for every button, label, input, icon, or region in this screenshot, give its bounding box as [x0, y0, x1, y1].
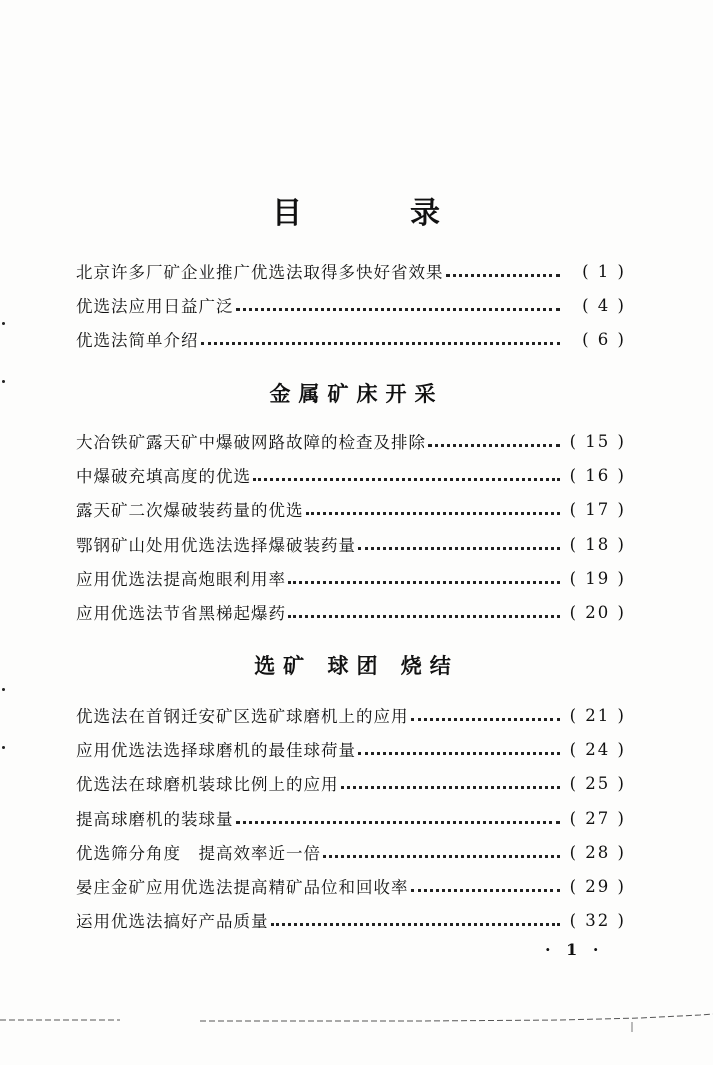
scan-edge-line: [0, 1012, 713, 1032]
leader-dots: [288, 580, 560, 584]
page-number: · 1 ·: [545, 940, 604, 959]
toc-entry[interactable]: [76, 258, 626, 284]
toc-entry-title: 运用优选法搞好产品质量: [76, 912, 269, 931]
toc-entry[interactable]: [76, 462, 626, 488]
leader-dots: [236, 307, 561, 311]
leader-dots: [236, 820, 561, 824]
leader-dots: [411, 888, 561, 892]
leader-dots: [446, 273, 561, 277]
leader-dots: [201, 341, 561, 345]
leader-dots: [306, 511, 561, 515]
toc-entry-title: 鄂钢矿山处用优选法选择爆破装药量: [76, 536, 356, 555]
toc-entry-title: 应用优选法选择球磨机的最佳球荷量: [76, 741, 356, 760]
toc-entry-title: 优选法简单介绍: [76, 331, 199, 350]
section-heading-beneficiation: 选矿 球团 烧结: [254, 654, 459, 678]
toc-entry-page: ( 18 ): [569, 534, 626, 554]
toc-entry-title: 晏庄金矿应用优选法提高精矿品位和回收率: [76, 878, 409, 897]
scan-speck: [2, 322, 5, 325]
toc-entry-title: 优选筛分角度 提高效率近一倍: [76, 844, 321, 863]
page-title-char-1: 目: [272, 196, 302, 231]
leader-dots: [411, 717, 561, 721]
toc-entry[interactable]: [76, 805, 626, 831]
page-title-char-2: 录: [410, 196, 440, 231]
toc-entry[interactable]: [76, 531, 626, 557]
toc-entry-page: ( 27 ): [569, 808, 626, 828]
leader-dots: [358, 546, 560, 550]
toc-entry[interactable]: [76, 292, 626, 318]
toc-entry-page: ( 4 ): [582, 295, 626, 315]
toc-entry[interactable]: [76, 736, 626, 762]
toc-entry-page: ( 17 ): [569, 499, 626, 519]
toc-entry-title: 大冶铁矿露天矿中爆破网路故障的检查及排除: [76, 433, 426, 452]
toc-entry-page: ( 15 ): [569, 431, 626, 451]
toc-entry[interactable]: [76, 565, 626, 591]
toc-entry-title: 优选法应用日益广泛: [76, 297, 234, 316]
toc-entry[interactable]: [76, 496, 626, 522]
toc-entry[interactable]: [76, 873, 626, 899]
toc-entry-page: ( 19 ): [569, 568, 626, 588]
leader-dots: [358, 751, 560, 755]
toc-entry-page: ( 6 ): [582, 329, 626, 349]
section-heading-mining: 金属矿床开采: [269, 382, 444, 406]
scan-speck: [2, 746, 5, 749]
toc-entry-page: ( 25 ): [569, 773, 626, 793]
toc-entry[interactable]: [76, 702, 626, 728]
toc-entry-title: 应用优选法提高炮眼利用率: [76, 570, 286, 589]
toc-entry-page: ( 32 ): [569, 910, 626, 930]
toc-entry-page: ( 20 ): [569, 602, 626, 622]
toc-entry-title: 北京许多厂矿企业推广优选法取得多快好省效果: [76, 263, 444, 282]
toc-entry-title: 中爆破充填高度的优选: [76, 467, 251, 486]
leader-dots: [428, 443, 560, 447]
leader-dots: [341, 785, 561, 789]
scan-speck: [2, 380, 5, 383]
toc-entry-page: ( 1 ): [582, 261, 626, 281]
leader-dots: [271, 922, 561, 926]
page-title: [0, 188, 713, 238]
toc-entry-page: ( 29 ): [569, 876, 626, 896]
toc-entry-page: ( 24 ): [569, 739, 626, 759]
toc-entry[interactable]: [76, 770, 626, 796]
leader-dots: [288, 614, 560, 618]
leader-dots: [323, 854, 560, 858]
toc-entry[interactable]: [76, 599, 626, 625]
toc-entry[interactable]: [76, 428, 626, 454]
toc-entry-page: ( 16 ): [569, 465, 626, 485]
toc-entry[interactable]: [76, 326, 626, 352]
leader-dots: [253, 477, 560, 481]
toc-entry-page: ( 28 ): [569, 842, 626, 862]
toc-entry-title: 应用优选法节省黑梯起爆药: [76, 604, 286, 623]
toc-entry-title: 优选法在球磨机装球比例上的应用: [76, 775, 339, 794]
toc-entry[interactable]: [76, 839, 626, 865]
scan-speck: [2, 688, 5, 691]
toc-entry-title: 露天矿二次爆破装药量的优选: [76, 501, 304, 520]
toc-entry-title: 优选法在首钢迁安矿区选矿球磨机上的应用: [76, 707, 409, 726]
toc-entry-title: 提高球磨机的装球量: [76, 810, 234, 829]
toc-entry-page: ( 21 ): [569, 705, 626, 725]
toc-entry[interactable]: [76, 907, 626, 933]
